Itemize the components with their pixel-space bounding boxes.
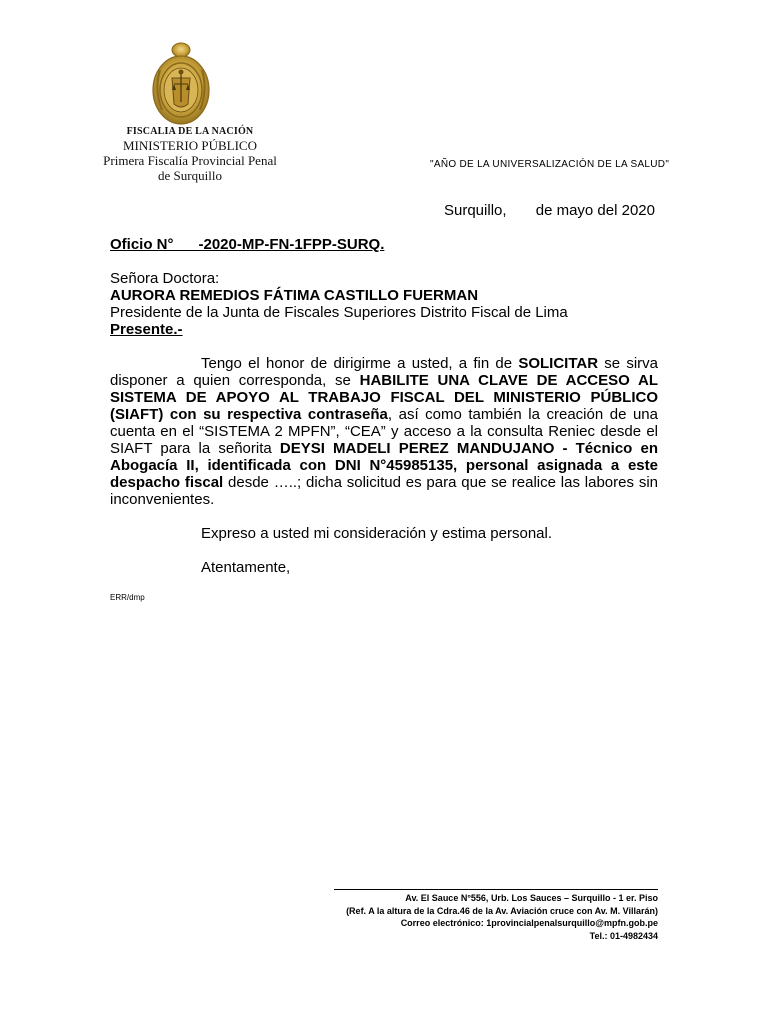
- body-bold-1: SOLICITAR: [518, 355, 599, 372]
- office-name: Primera Fiscalía Provincial Penal: [103, 153, 277, 168]
- body-bold-2: HABILITE UNA CLAVE DE ACCESO AL SISTEMA DE APOYO AL TRABAJO FISCAL DEL MINISTERIO PÚBLICO (SIAFT) con su respectiva contraseña: [110, 372, 658, 423]
- letter-body: [110, 236, 658, 576]
- farewell-line: Atentamente,: [201, 559, 291, 576]
- institution-header: [90, 126, 290, 183]
- office-location: de Surquillo: [158, 168, 222, 183]
- body-text-4: desde …..; dicha solicitud es para que se realice las labores sin inconvenientes.: [110, 474, 658, 508]
- institution-name: FISCALIA DE LA NACIÓN: [126, 126, 254, 137]
- date-text: de mayo del 2020: [535, 202, 655, 219]
- salutation: Señora Doctora:: [110, 270, 220, 287]
- body-text-2: se sirva disponer a quien corresponda, se: [110, 355, 658, 389]
- recipient-title: Presidente de la Junta de Fiscales Superiores Distrito Fiscal de Lima: [110, 304, 568, 321]
- body-text-1: Tengo el honor de dirigirme a usted, a fin de: [201, 355, 519, 372]
- footer-contact: [328, 889, 658, 942]
- closing-line: Expreso a usted mi consideración y estima personal.: [201, 525, 553, 542]
- place-date: [444, 202, 655, 219]
- footer-reference: (Ref. A la altura de la Cdra.46 de la Av. Aviación cruce con Av. M. Villarán): [346, 905, 658, 916]
- year-motto: "AÑO DE LA UNIVERSALIZACIÓN DE LA SALUD": [430, 159, 670, 170]
- footer-address: Av. El Sauce N°556, Urb. Los Sauces – Surquillo - 1 er. Piso: [405, 893, 658, 903]
- presente-label: Presente.-: [110, 321, 183, 338]
- oficio-number: Oficio N° -2020-MP-FN-1FPP-SURQ.: [110, 236, 385, 253]
- place-city: Surquillo,: [444, 202, 507, 219]
- body-paragraph: [110, 355, 658, 508]
- footer-divider: [334, 889, 658, 890]
- ministry-name: MINISTERIO PÚBLICO: [123, 138, 257, 153]
- body-bold-3: DEYSI MADELI PEREZ MANDUJANO - Técnico en Abogacía II, identificada con DNI N°45985135, personal asignada a este despacho fiscal: [110, 440, 658, 491]
- reference-initials: ERR/dmp: [110, 593, 145, 602]
- recipient-name: AURORA REMEDIOS FÁTIMA CASTILLO FUERMAN: [110, 287, 479, 304]
- footer-email: Correo electrónico: 1provincialpenalsurquillo@mpfn.gob.pe: [400, 918, 658, 928]
- footer-phone: Tel.: 01-4982434: [589, 930, 658, 941]
- body-text-3: , así como también la creación de una cuenta en el “SISTEMA 2 MPFN”, “CEA” y acceso a la consulta Reniec desde el SIAFT para la señorita: [110, 406, 658, 457]
- fiscalia-seal-icon: [150, 40, 212, 128]
